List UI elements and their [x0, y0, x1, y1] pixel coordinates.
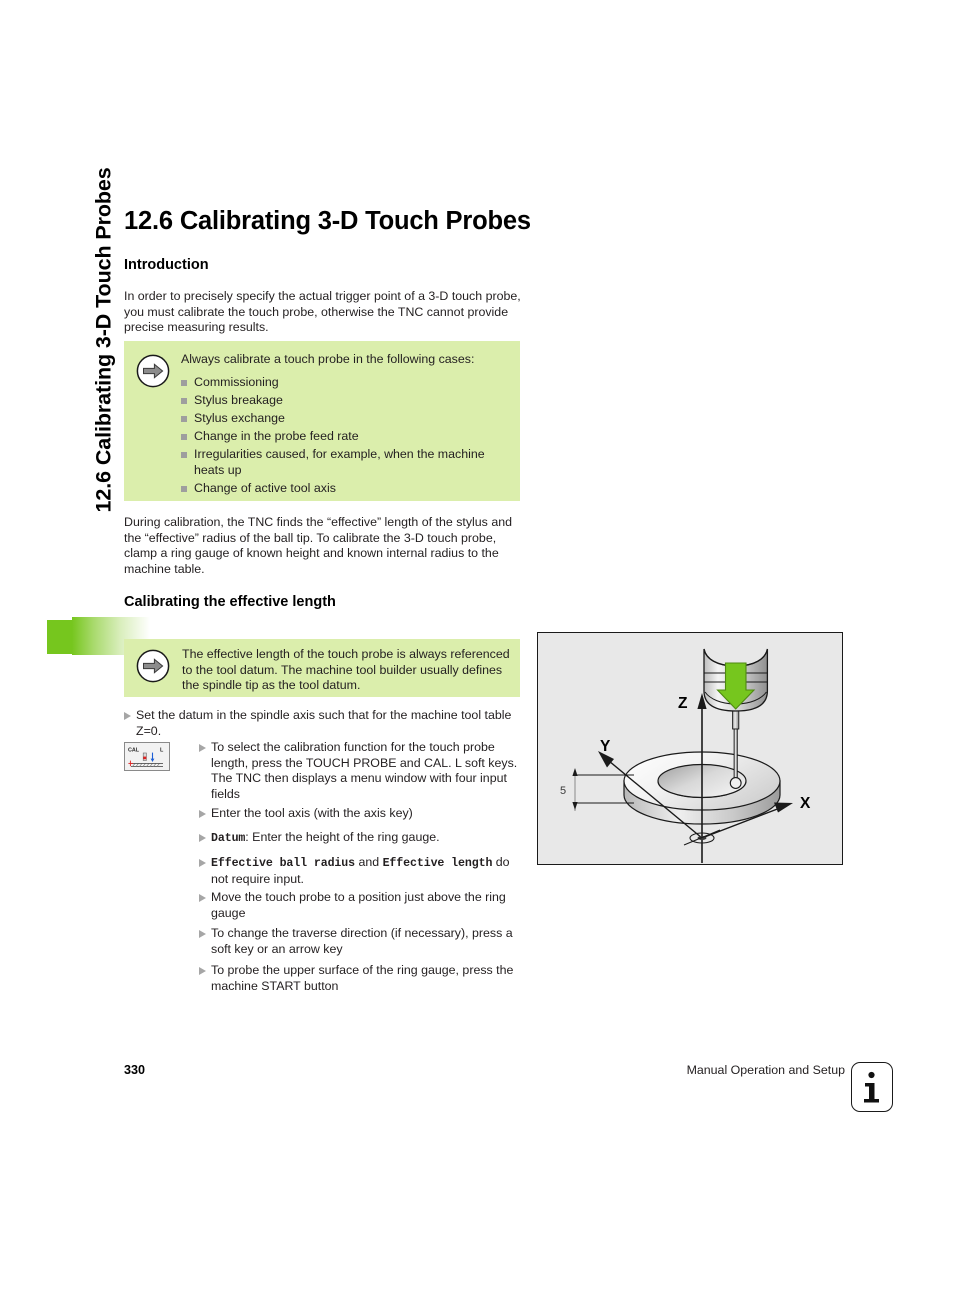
step-label: : Enter the height of the ring gauge.: [245, 830, 440, 844]
list-item: [181, 481, 512, 497]
step-label: do not require input.: [211, 855, 510, 886]
section-title: Calibrating 3-D Touch Probes: [179, 207, 531, 235]
triangle-bullet-icon: [199, 859, 206, 867]
step-label: Enter the tool axis (with the axis key): [211, 806, 413, 820]
list-item-label: Stylus exchange: [194, 410, 285, 425]
square-bullet-icon: [181, 452, 187, 458]
effective-ball-radius-keyword: Effective ball radius: [211, 857, 356, 870]
triangle-bullet-icon: [199, 894, 206, 902]
note-box-commissioning: [124, 341, 520, 501]
datum-keyword: Datum: [211, 832, 246, 845]
triangle-bullet-icon: [199, 810, 206, 818]
introduction-paragraph: In order to precisely specify the actual trigger point of a 3-D touch probe, you must calibrate the touch probe, otherwise the TNC cannot provide precise measuring results.: [124, 289, 521, 335]
ring-gauge-probe-illustration: [537, 632, 843, 865]
page-title: [124, 207, 531, 236]
triangle-bullet-icon: [199, 744, 206, 752]
step-probe-upper-surface: [199, 963, 525, 994]
step-mid-text: and: [355, 855, 383, 869]
square-bullet-icon: [181, 486, 187, 492]
note-bullet-list: [181, 375, 512, 497]
step-enter-tool-axis: [199, 806, 525, 822]
note-text: The effective length of the touch probe is always referenced to the tool datum. The machine tool builder usually defines the spindle tip as the tool datum.: [182, 647, 510, 693]
arrow-circle-icon: [136, 354, 170, 388]
step-set-datum: [124, 708, 524, 739]
page-number: 330: [124, 1063, 146, 1077]
step-label: To change the traverse direction (if necessary), press a soft key or an arrow key: [211, 926, 513, 956]
introduction-heading: Introduction: [124, 257, 209, 273]
step-select-calibration-function: [199, 740, 525, 802]
note-box-effective-length: [124, 639, 520, 697]
side-running-head: 12.6 Calibrating 3-D Touch Probes: [91, 167, 116, 513]
list-item-label: Stylus breakage: [194, 392, 283, 407]
axis-label-z: Z: [678, 695, 688, 712]
square-bullet-icon: [181, 380, 187, 386]
list-item-label: Commissioning: [194, 374, 279, 389]
axis-label-y: Y: [600, 738, 611, 755]
svg-text:L: L: [160, 747, 164, 754]
square-bullet-icon: [181, 434, 187, 440]
list-item: [181, 411, 512, 427]
step-label: Set the datum in the spindle axis such that for the machine tool table Z=0.: [136, 708, 512, 738]
square-bullet-icon: [181, 398, 187, 404]
note-box-body: [181, 352, 512, 499]
square-bullet-icon: [181, 416, 187, 422]
dimension-label-5: 5: [560, 785, 567, 797]
step-move-probe: [199, 890, 525, 921]
triangle-bullet-icon: [124, 712, 131, 720]
axis-label-x: X: [800, 795, 811, 812]
info-icon: [851, 1062, 893, 1112]
list-item: [181, 429, 512, 445]
triangle-bullet-icon: [199, 834, 206, 842]
step-effective-radius-length: [199, 855, 525, 887]
effective-length-keyword: Effective length: [382, 857, 493, 870]
note-box-body: [182, 647, 512, 694]
note-intro-text: Always calibrate a touch probe in the following cases:: [181, 352, 475, 366]
step-label: To select the calibration function for the touch probe length, press the TOUCH PROBE and CAL. L soft keys. The TNC then displays a menu window with four input fields: [211, 740, 518, 801]
calibrating-length-heading: Calibrating the effective length: [124, 594, 336, 610]
step-label: Move the touch probe to a position just above the ring gauge: [211, 890, 506, 920]
list-item: [181, 447, 512, 478]
svg-text:CAL: CAL: [128, 747, 140, 754]
list-item-label: Irregularities caused, for example, when the machine heats up: [194, 446, 485, 477]
list-item: [181, 393, 512, 409]
section-number: 12.6: [124, 207, 173, 235]
step-label: To probe the upper surface of the ring gauge, press the machine START button: [211, 963, 514, 993]
triangle-bullet-icon: [199, 967, 206, 975]
footer-chapter-text: Manual Operation and Setup: [686, 1063, 845, 1077]
arrow-circle-icon: [136, 649, 170, 683]
step-change-traverse-direction: [199, 926, 525, 957]
list-item-label: Change of active tool axis: [194, 480, 336, 495]
step-datum-height: [199, 830, 525, 847]
cal-l-softkey-icon[interactable]: [124, 742, 170, 771]
triangle-bullet-icon: [199, 930, 206, 938]
list-item-label: Change in the probe feed rate: [194, 428, 359, 443]
list-item: [181, 375, 512, 391]
during-calibration-paragraph: During calibration, the TNC finds the “effective” length of the stylus and the “effective” radius of the ball tip. To calibrate the 3-D touch probe, clamp a ring gauge of known height and known internal radius to the machine table.: [124, 515, 512, 576]
